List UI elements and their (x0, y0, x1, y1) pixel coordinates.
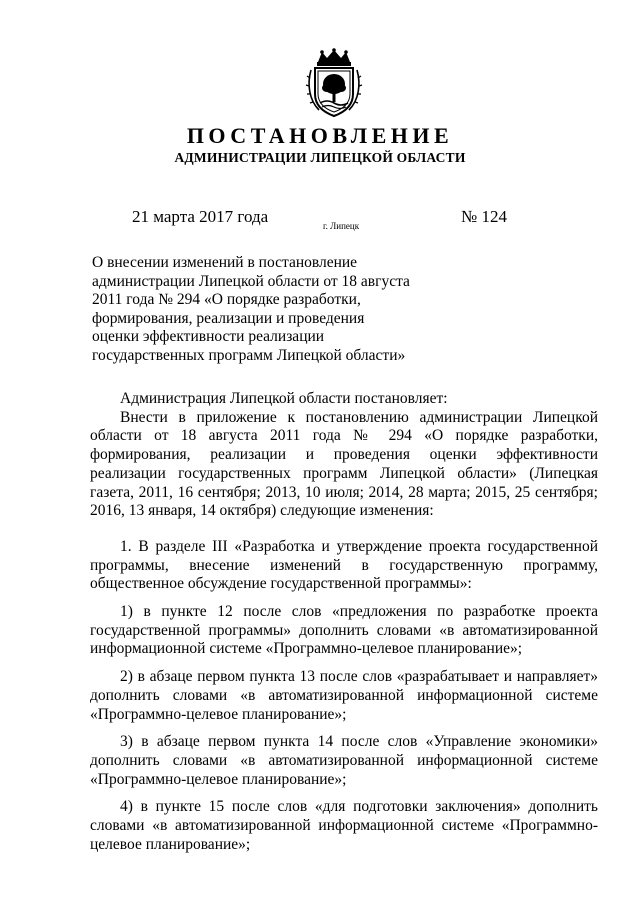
amendment-item: 4) в пункте 15 после слов «для подготовки заключения» дополнить словами «в автоматизированной информационной системе «Программно-целевое планирование»; (90, 798, 598, 853)
document-date: 21 марта 2017 года (132, 207, 269, 226)
amendment-item: 3) в абзаце первом пункта 14 после слов «Управление экономики» дополнить словами «в автоматизированной информационной системе «Программно-целевое планирование»; (90, 733, 598, 788)
issuer-name: АДМИНИСТРАЦИИ ЛИПЕЦКОЙ ОБЛАСТИ (174, 150, 466, 165)
amendment-item: 1) в пункте 12 после слов «предложения по разработке проекта государственной программы» дополнить словами «в автоматизированной информационной системе «Программно-целевое планирование»; (90, 603, 598, 658)
document-number: № 124 (461, 207, 507, 226)
subject-line: администрации Липецкой области от 18 августа (92, 272, 410, 290)
subject-line: формирования, реализации и проведения (92, 309, 365, 327)
resolution-intro: Администрация Липецкой области постановляет: (120, 390, 448, 407)
subject-line: оценки эффективности реализации (92, 328, 325, 346)
section-item: 1. В разделе III «Разработка и утверждение проекта государственной программы, внесение изменений в государственную программу, общественное обсуждение государственной программы»: (90, 537, 598, 593)
document-body (90, 390, 598, 854)
document-title: ПОСТАНОВЛЕНИЕ (186, 123, 454, 148)
document-subject (92, 254, 422, 366)
coat-of-arms-emblem (305, 48, 363, 118)
subject-line: О внесении изменений в постановление (92, 254, 358, 271)
amendment-item: 2) в абзаце первом пункта 13 после слов «разрабатывает и направляет» дополнить словами «в автоматизированной информационной системе «Программно-целевое планирование»; (90, 668, 598, 723)
subject-line: 2011 года № 294 «О порядке разработки, (92, 291, 361, 309)
document-city: г. Липецк (323, 221, 360, 231)
resolution-paragraph: Внести в приложение к постановлению администрации Липецкой области от 18 августа 2011 года № 294 «О порядке разработки, формирования, реализации и проведения оценки эффективности реализации государственных программ Липецкой области» (Липецкая газета, 2011, 16 сентября; 2013, 10 июля; 2014, 28 марта; 2015, 25 сентября; 2016, 13 января, 14 октября) следующие изменения: (90, 408, 598, 520)
subject-line: государственных программ Липецкой области» (92, 346, 406, 364)
